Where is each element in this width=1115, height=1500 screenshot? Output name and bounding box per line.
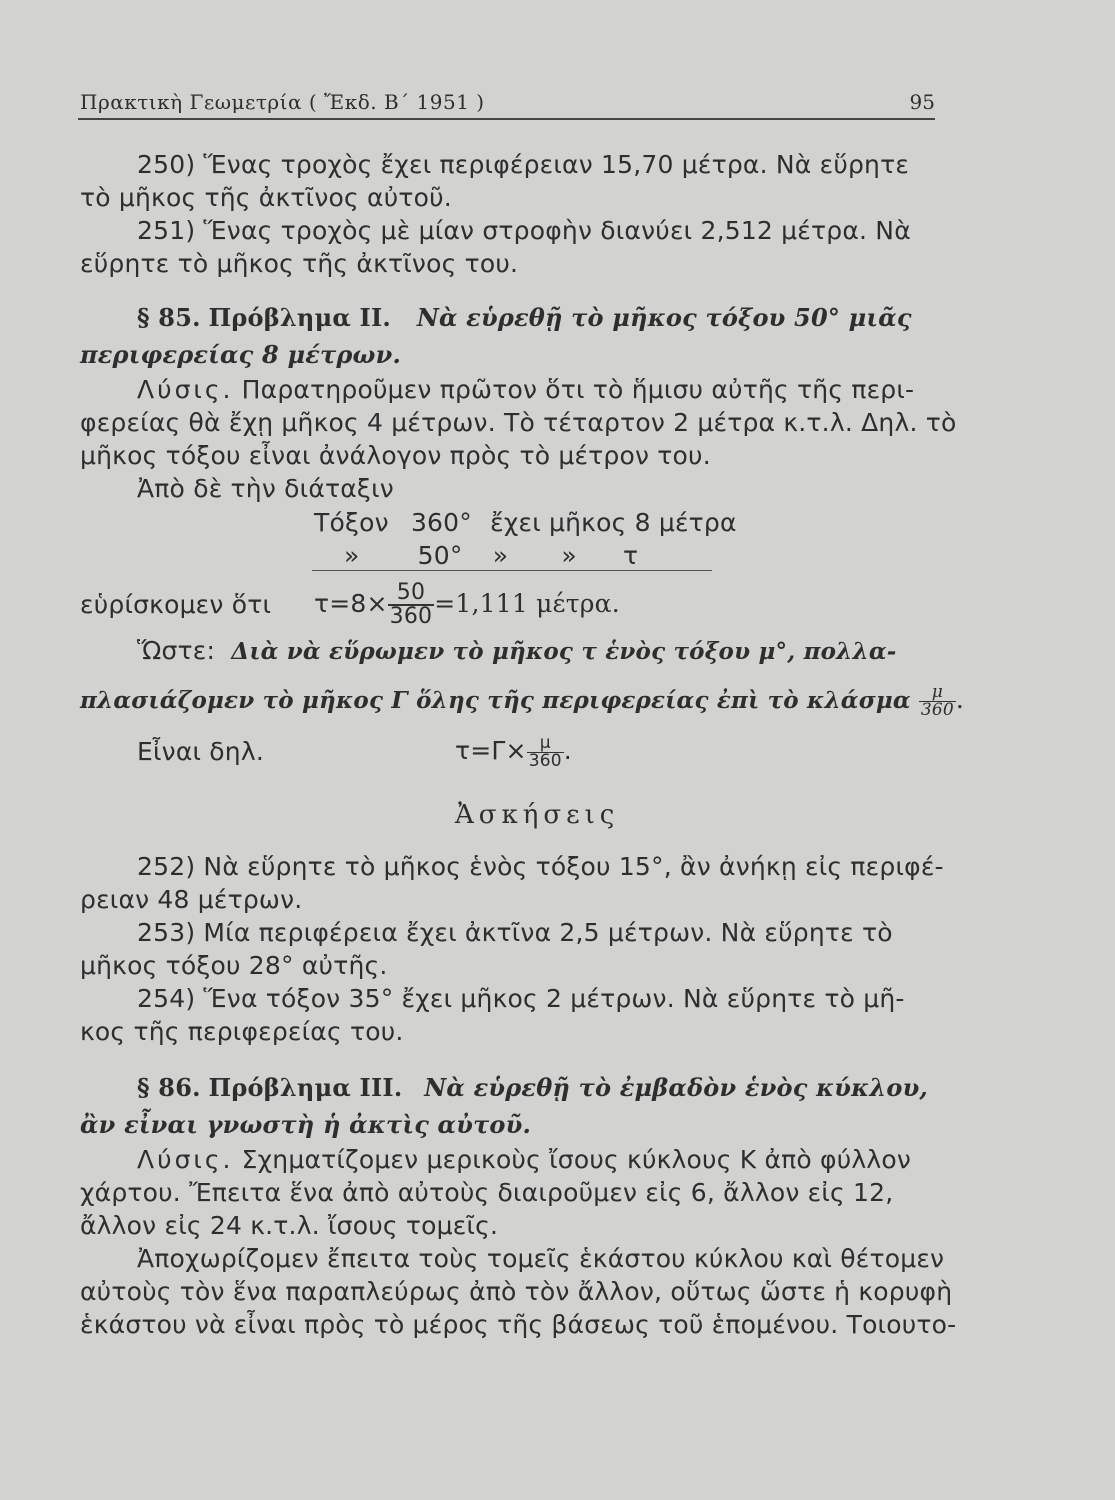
formula-85 [314, 578, 620, 630]
rule-fraction-numerator: μ [919, 684, 956, 702]
row-1-col-2: 360° [410, 508, 472, 537]
row-2-col-3: » [492, 541, 509, 570]
arrangement-row-1 [314, 508, 737, 538]
rule-line-2 [80, 680, 964, 721]
section-85-label: Πρόβλημα ΙΙ. [208, 303, 391, 332]
section-85-solution-line-3: μῆκος τόξου εἶναι ἀνάλογον πρὸς τὸ μέτρον του. [80, 441, 711, 470]
exercise-253-line-2: μῆκος τόξου 28° αὐτῆς. [80, 951, 388, 980]
section-86-solution-line-2: χάρτου. Ἔπειτα ἕνα ἀπὸ αὐτοὺς διαιροῦμεν εἰς 6, ἄλλον εἰς 12, [80, 1178, 894, 1207]
row-1-col-1: Τόξον [314, 508, 389, 537]
section-86-title-1: Νὰ εὑρεθῇ τὸ ἐμβαδὸν ἑνὸς κύκλου, [424, 1073, 928, 1102]
row-2-col-2: 50° [417, 541, 463, 570]
rule-fraction [919, 684, 956, 719]
exercise-250-line-2: τὸ μῆκος τῆς ἀκτῖνος αὐτοῦ. [80, 183, 452, 212]
page-number: 95 [909, 90, 935, 114]
solution-label-86: Λύσις. [137, 1145, 234, 1174]
formula-rhs: =1,111 μέτρα. [434, 589, 620, 618]
section-86-solution-line-6: ἑκάστου νὰ εἶναι πρὸς τὸ μέρος τῆς βάσεως τοῦ ἑπομένου. Τοιουτο- [80, 1310, 957, 1339]
exercise-253-line-1: 253) Μία περιφέρεια ἔχει ἀκτῖνα 2,5 μέτρων. Νὰ εὕρητε τὸ [137, 918, 893, 947]
arrangement-rule [312, 570, 712, 571]
arrangement-row-2 [344, 541, 638, 571]
exercise-250-line-1: 250) Ἕνας τροχὸς ἔχει περιφέρειαν 15,70 μέτρα. Νὰ εὕρητε [137, 150, 910, 179]
header-rule [78, 118, 935, 120]
row-1-col-3: ἔχει μῆκος 8 μέτρα [490, 508, 737, 537]
section-85-solution-line-2: φερείας θὰ ἔχῃ μῆκος 4 μέτρων. Τὸ τέταρτον 2 μέτρα κ.τ.λ. Δηλ. τὸ [80, 408, 957, 437]
exercise-252-line-1: 252) Νὰ εὕρητε τὸ μῆκος ἑνὸς τόξου 15°, ἂν ἀνήκῃ εἰς περιφέ- [137, 852, 944, 881]
solution-label: Λύσις. [137, 375, 234, 404]
solution-text: Παρατηροῦμεν πρῶτον ὅτι τὸ ἥμισυ αὐτῆς τῆς περι- [241, 375, 915, 404]
equation-lhs: τ=Γ× [455, 736, 527, 765]
running-header-title: Πρακτικὴ Γεωμετρία ( Ἔκδ. Β΄ 1951 ) [80, 90, 485, 114]
section-86-solution-line-4: Ἀποχωρίζομεν ἔπειτα τοὺς τομεῖς ἑκάστου κύκλου καὶ θέτομεν [137, 1244, 945, 1273]
exercises-title: Ἀσκήσεις [455, 800, 620, 830]
section-85-solution-line-4: Ἀπὸ δὲ τὴν διάταξιν [137, 474, 394, 503]
section-85-number: § 85. [137, 303, 201, 332]
solution-text-86: Σχηματίζομεν μερικοὺς ἴσους κύκλους Κ ἀπὸ φύλλον [241, 1145, 912, 1174]
find-label: εὑρίσκομεν ὅτι [80, 590, 272, 619]
section-85-title-1: Νὰ εὑρεθῇ τὸ μῆκος τόξου 50° μιᾶς [416, 303, 912, 332]
row-2-col-4: » [561, 541, 577, 570]
section-85-heading [137, 303, 912, 333]
equation-85 [455, 727, 572, 775]
section-86-number: § 86. [137, 1073, 201, 1102]
exercise-251-line-2: εὕρητε τὸ μῆκος τῆς ἀκτῖνος του. [80, 249, 519, 278]
section-85-solution-line-1 [137, 375, 914, 405]
rule-lead: Ὥστε: [137, 636, 216, 665]
section-85-title-2: περιφερείας 8 μέτρων. [80, 340, 402, 369]
formula-denominator: 360 [389, 604, 433, 629]
rule-text-1: Διὰ νὰ εὕρωμεν τὸ μῆκος τ ἑνὸς τόξου μ°, πολλα- [231, 638, 897, 665]
equation-numerator: μ [527, 735, 564, 753]
section-86-solution-line-3: ἄλλον εἰς 24 κ.τ.λ. ἴσους τομεῖς. [80, 1211, 499, 1240]
rule-line-1 [137, 636, 896, 667]
exercise-254-line-2: κος τῆς περιφερείας του. [80, 1017, 404, 1046]
section-86-title-2: ἂν εἶναι γνωστὴ ἡ ἀκτὶς αὐτοῦ. [80, 1110, 532, 1139]
equation-fraction [527, 732, 564, 771]
row-2-col-5: τ [623, 541, 639, 570]
rule-text-2: πλασιάζομεν τὸ μῆκος Γ ὅλης τῆς περιφερείας ἐπὶ τὸ κλάσμα [80, 687, 911, 714]
exercise-251-line-1: 251) Ἕνας τροχὸς μὲ μίαν στροφὴν διανύει 2,512 μέτρα. Νὰ [137, 216, 911, 245]
rule-fraction-denominator: 360 [920, 700, 954, 720]
exercise-254-line-1: 254) Ἕνα τόξον 35° ἔχει μῆκος 2 μέτρων. Νὰ εὕρητε τὸ μῆ- [137, 984, 905, 1013]
section-86-heading [137, 1073, 928, 1103]
section-86-label: Πρόβλημα ΙΙΙ. [208, 1073, 403, 1102]
section-86-solution-line-1 [137, 1145, 911, 1175]
exercise-252-line-2: ρειαν 48 μέτρων. [80, 885, 303, 914]
equation-label: Εἶναι δηλ. [137, 737, 264, 766]
section-86-solution-line-5: αὐτοὺς τὸν ἕνα παραπλεύρως ἀπὸ τὸν ἄλλον, οὕτως ὥστε ἡ κορυφὴ [80, 1277, 953, 1306]
rule-end: . [955, 685, 965, 714]
equation-end: . [563, 736, 572, 765]
formula-lhs: τ=8× [314, 589, 388, 618]
row-2-col-1: » [344, 541, 360, 570]
formula-fraction [388, 582, 435, 628]
equation-denominator: 360 [528, 750, 562, 771]
formula-numerator: 50 [388, 582, 435, 606]
